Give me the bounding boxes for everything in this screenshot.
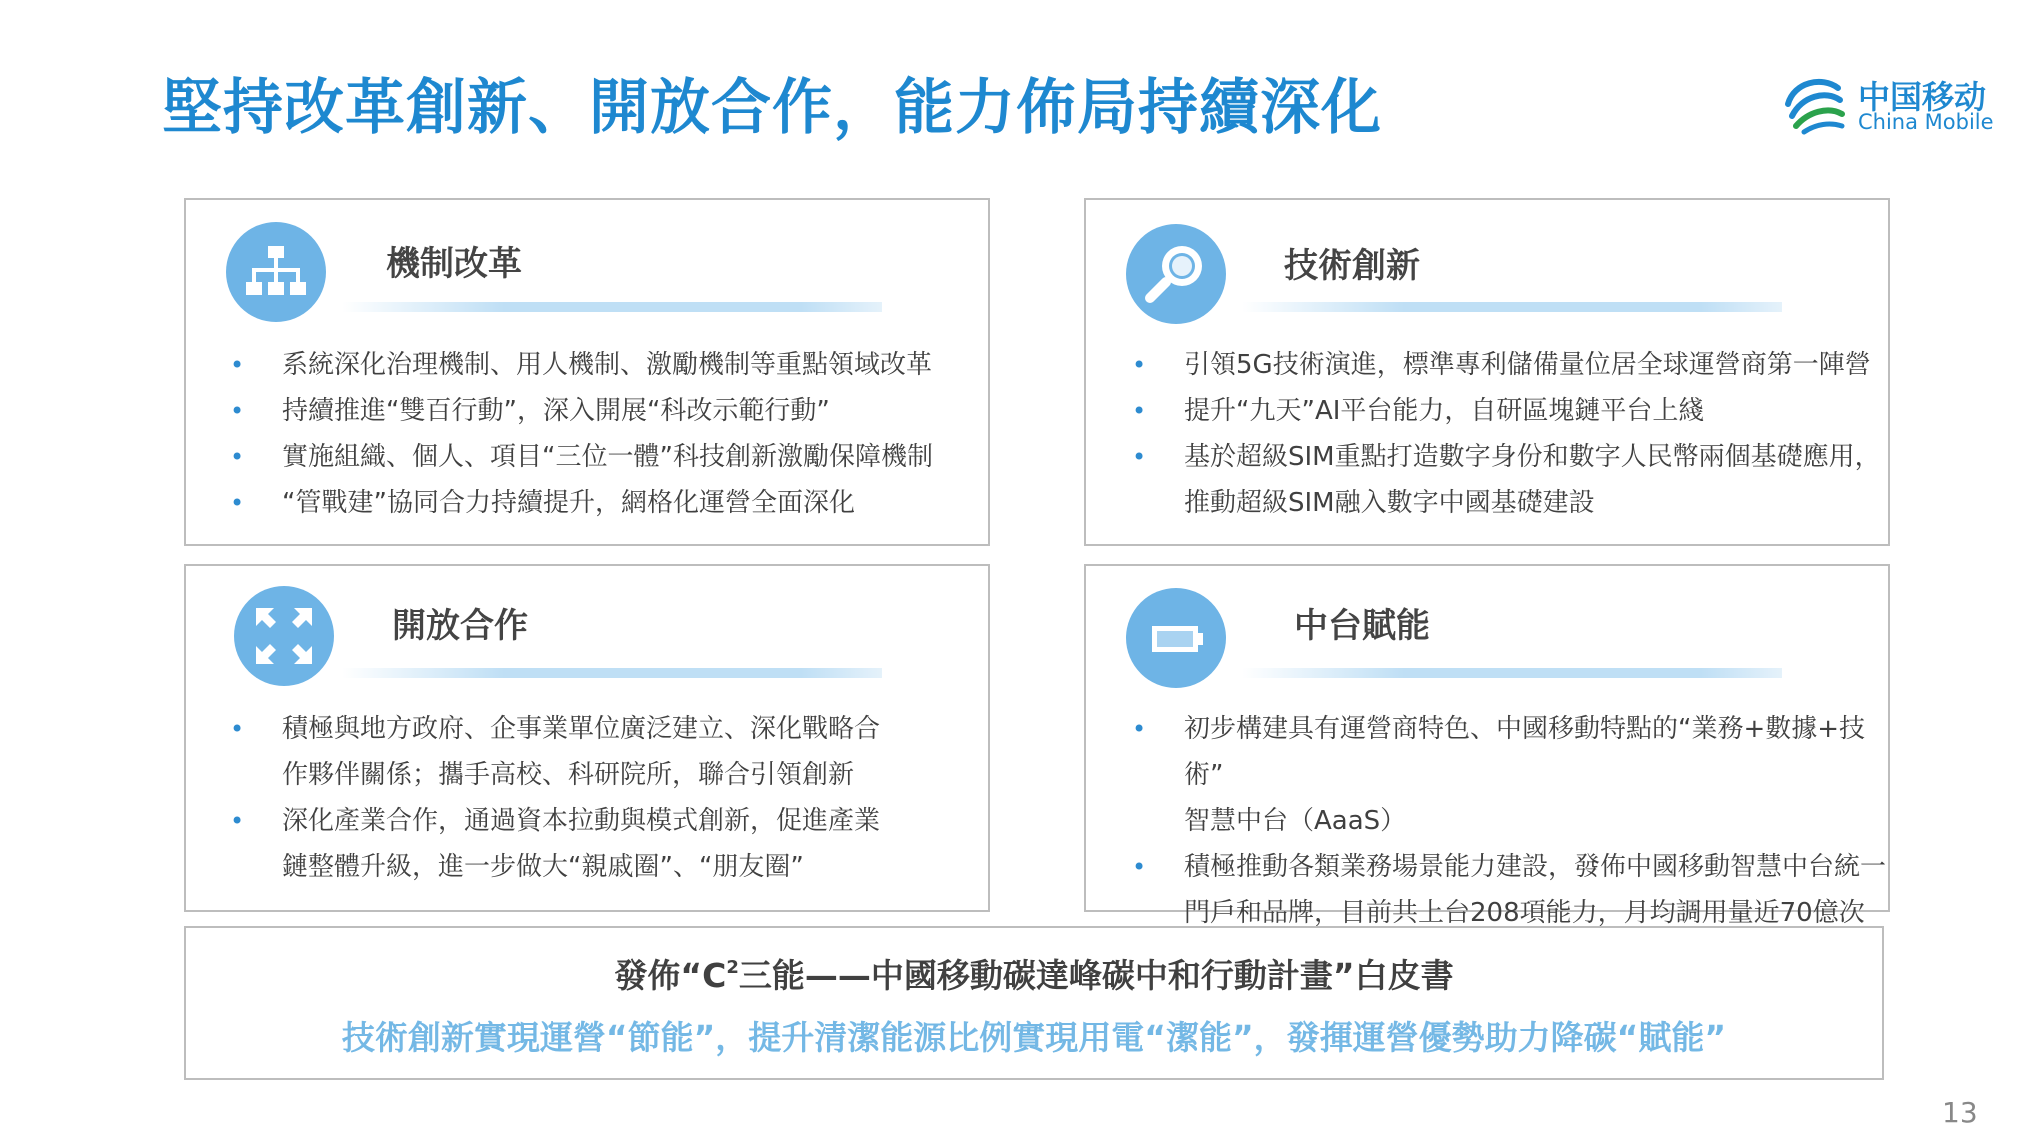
card-tech-innovation <box>1084 198 1890 546</box>
title-underline <box>1242 668 1782 678</box>
list-item-continuation: 門戶和品牌，目前共上台208項能力，月均調用量近70億次 <box>1184 898 1865 928</box>
card-mechanism-reform <box>184 198 990 546</box>
white-paper-title: 發佈“$C^2$三能——中國移動碳達峰碳中和行動計畫”白皮書 <box>614 956 1454 995</box>
list-item: • 深化產業合作，通過資本拉動與模式創新，促進產業 <box>230 798 880 844</box>
title-underline <box>1242 302 1782 312</box>
card-title: 機制改革 <box>386 244 522 284</box>
list-item-continuation: 作夥伴關係；攜手高校、科研院所，聯合引領創新 <box>282 760 855 790</box>
card-title: 中台賦能 <box>1294 606 1430 646</box>
expand-arrows-icon <box>234 586 334 686</box>
list-item: • 實施組織、個人、項目“三位一體”科技創新激勵保障機制 <box>230 434 933 480</box>
bullet-list <box>1132 706 1888 936</box>
list-item: • 積極與地方政府、企事業單位廣泛建立、深化戰略合 <box>230 706 880 752</box>
list-item: • 引領5G技術演進，標準專利儲備量位居全球運營商第一陣營 <box>1132 342 1881 388</box>
list-item-continuation: 智慧中台（AaaS） <box>1184 806 1407 836</box>
title-underline <box>342 668 882 678</box>
card-middle-platform <box>1084 564 1890 928</box>
list-item-continuation: 鏈整體升級，進一步做大“親戚圈”、“朋友圈” <box>282 852 804 882</box>
bullet-list <box>230 706 880 890</box>
bullet-list <box>1132 342 1881 526</box>
white-paper-banner <box>184 926 1884 1080</box>
page-number: 13 <box>1942 1096 1978 1129</box>
logo-en-text: China Mobile <box>1858 110 1994 134</box>
china-mobile-swirl-icon <box>1782 70 1848 136</box>
list-item-continuation: 推動超級SIM融入數字中國基礎建設 <box>1184 488 1595 518</box>
list-item: • 提升“九天”AI平台能力，自研區塊鏈平台上綫 <box>1132 388 1881 434</box>
list-item: • 初步構建具有運營商特色、中國移動特點的“業務+數據+技術” <box>1132 706 1888 798</box>
card-title: 技術創新 <box>1284 246 1420 286</box>
list-item: • “管戰建”協同合力持續提升，網格化運營全面深化 <box>230 480 933 526</box>
list-item: • 基於超級SIM重點打造數字身份和數字人民幣兩個基礎應用， <box>1132 434 1881 480</box>
card-title: 開放合作 <box>392 606 528 646</box>
page-title: 堅持改革創新、開放合作，能力佈局持續深化 <box>162 73 1382 143</box>
logo-cn-text: 中国移动 <box>1858 78 1987 116</box>
magnifier-icon <box>1126 224 1226 324</box>
list-item: • 積極推動各類業務場景能力建設，發佈中國移動智慧中台統一 <box>1132 844 1888 890</box>
list-item: • 系統深化治理機制、用人機制、激勵機制等重點領域改革 <box>230 342 933 388</box>
org-chart-icon <box>226 222 326 322</box>
bullet-list <box>230 342 933 526</box>
title-underline <box>342 302 882 312</box>
white-paper-subtitle: 技術創新實現運營“節能”，提升清潔能源比例實現用電“潔能”，發揮運營優勢助力降碳“賦能” <box>341 1018 1727 1057</box>
china-mobile-logo <box>1782 64 2002 144</box>
battery-icon <box>1126 588 1226 688</box>
card-open-cooperation <box>184 564 990 912</box>
list-item: • 持續推進“雙百行動”，深入開展“科改示範行動” <box>230 388 933 434</box>
